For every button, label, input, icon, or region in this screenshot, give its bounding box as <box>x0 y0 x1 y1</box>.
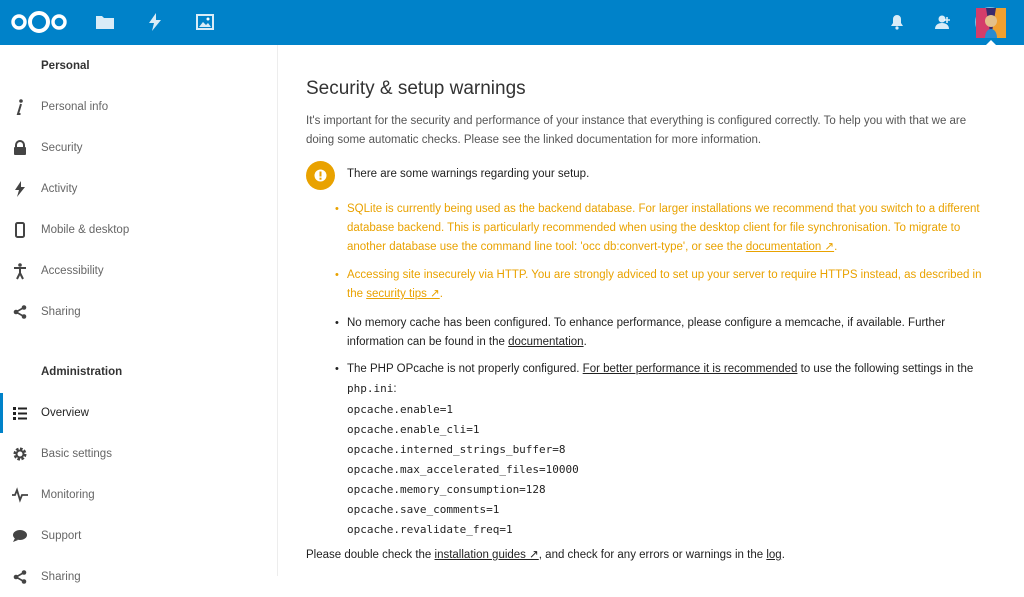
warning-memcache-text: No memory cache has been configured. To enhance performance, please configure a memcache, if available. Further information can be found in the <box>347 317 946 348</box>
warning-opcache-text: The PHP OPcache is not properly configured. <box>347 363 580 375</box>
photos-icon[interactable] <box>194 11 216 33</box>
main-content <box>278 45 1024 576</box>
sidebar-item-basic-settings[interactable] <box>0 434 277 474</box>
phone-icon <box>11 221 29 239</box>
accessibility-icon <box>11 262 29 280</box>
footer-note <box>306 547 785 561</box>
sidebar-item-activity[interactable] <box>0 169 277 209</box>
warning-summary: There are some warnings regarding your setup. <box>347 168 590 180</box>
top-header <box>0 0 1024 45</box>
sidebar-item-label: Monitoring <box>41 489 95 501</box>
warning-https-end: . <box>439 288 443 300</box>
notifications-icon[interactable] <box>886 11 908 33</box>
sidebar-item-label: Accessibility <box>41 265 104 277</box>
warning-opcache <box>335 360 997 540</box>
sidebar-item-accessibility[interactable] <box>0 251 277 291</box>
installation-guides-link[interactable]: installation guides ↗ <box>434 549 539 561</box>
sidebar-item-mobile-desktop[interactable] <box>0 210 277 250</box>
opcache-setting: opcache.interned_strings_buffer=8 <box>347 443 566 456</box>
sidebar-item-label: Mobile & desktop <box>41 224 130 236</box>
warning-https <box>335 266 997 304</box>
sidebar-item-overview[interactable] <box>0 393 277 433</box>
nextcloud-logo-icon[interactable] <box>10 9 70 35</box>
monitoring-icon <box>11 486 29 504</box>
warning-opcache-colon: : <box>393 383 397 395</box>
avatar[interactable] <box>975 7 1005 37</box>
warning-sqlite-text: SQLite is currently being used as the backend database. For larger installations we recommend that you switch to a different database backend. This is particularly recommended when using the desktop client for file synchronisation. To migrate to another database use the command line tool: 'occ db:convert-type', or see the <box>347 203 980 253</box>
activity-icon[interactable] <box>144 11 166 33</box>
bullet: • <box>335 203 339 215</box>
sidebar-item-personal-info[interactable] <box>0 87 277 127</box>
footer-middle: , and check for any errors or warnings in the <box>538 549 764 561</box>
sidebar-item-label: Overview <box>41 407 89 419</box>
security-tips-link[interactable]: security tips ↗ <box>366 288 440 300</box>
opcache-setting: opcache.revalidate_freq=1 <box>347 523 513 536</box>
warning-badge-icon <box>306 161 335 190</box>
share-icon <box>11 568 29 586</box>
sidebar-item-label: Support <box>41 530 82 542</box>
chat-icon <box>11 527 29 545</box>
warning-opcache-mid: to use the following settings in the <box>800 363 974 375</box>
log-link[interactable]: log <box>766 549 782 561</box>
bullet: • <box>335 269 339 281</box>
contacts-icon[interactable] <box>932 11 954 33</box>
page-title: Security & setup warnings <box>306 78 526 99</box>
warning-memcache <box>335 314 997 352</box>
activity-icon <box>11 180 29 198</box>
warning-sqlite <box>335 200 997 257</box>
opcache-recommendation-link[interactable]: For better performance it is recommended <box>582 363 798 375</box>
opcache-settings-list <box>347 400 997 540</box>
settings-sidebar <box>0 45 278 583</box>
sidebar-item-label: Security <box>41 142 83 154</box>
opcache-setting: opcache.enable=1 <box>347 403 453 416</box>
files-icon[interactable] <box>94 11 116 33</box>
list-icon <box>11 404 29 422</box>
share-icon <box>11 303 29 321</box>
gear-icon <box>11 445 29 463</box>
intro-text: It's important for the security and performance of your instance that everything is configured correctly. To help you with that we are doing some automatic checks. Please see the linked documentation for more information. <box>306 115 967 146</box>
sidebar-item-security[interactable] <box>0 128 277 168</box>
personal-heading: Personal <box>41 60 90 72</box>
sqlite-documentation-link[interactable]: documentation ↗ <box>745 241 835 253</box>
warning-https-text: Accessing site insecurely via HTTP. You are strongly adviced to set up your server to require HTTPS instead, as described in the <box>347 269 982 300</box>
opcache-setting: opcache.save_comments=1 <box>347 503 500 516</box>
sidebar-item-label: Sharing <box>41 306 81 318</box>
sidebar-item-sharing-personal[interactable] <box>0 292 277 332</box>
memcache-documentation-link[interactable]: documentation <box>508 336 584 348</box>
opcache-setting: opcache.enable_cli=1 <box>347 423 480 436</box>
opcache-setting: opcache.max_accelerated_files=10000 <box>347 463 579 476</box>
bullet: • <box>335 363 339 375</box>
footer-prefix: Please double check the <box>306 549 432 561</box>
warning-memcache-end: . <box>583 336 587 348</box>
sidebar-item-monitoring[interactable] <box>0 475 277 515</box>
sidebar-item-support[interactable] <box>0 516 277 556</box>
php-ini-filename: php.ini <box>347 382 394 395</box>
sidebar-item-label: Personal info <box>41 101 109 113</box>
sidebar-item-label: Basic settings <box>41 448 112 460</box>
sidebar-item-label: Activity <box>41 183 78 195</box>
opcache-setting: opcache.memory_consumption=128 <box>347 483 546 496</box>
warning-sqlite-end: . <box>834 241 838 253</box>
info-icon <box>11 98 29 116</box>
bullet: • <box>335 317 339 329</box>
sidebar-item-label: Sharing <box>41 571 81 583</box>
administration-heading: Administration <box>41 366 123 378</box>
sidebar-item-sharing-admin[interactable] <box>0 557 277 597</box>
lock-icon <box>11 139 29 157</box>
footer-suffix: . <box>781 549 785 561</box>
